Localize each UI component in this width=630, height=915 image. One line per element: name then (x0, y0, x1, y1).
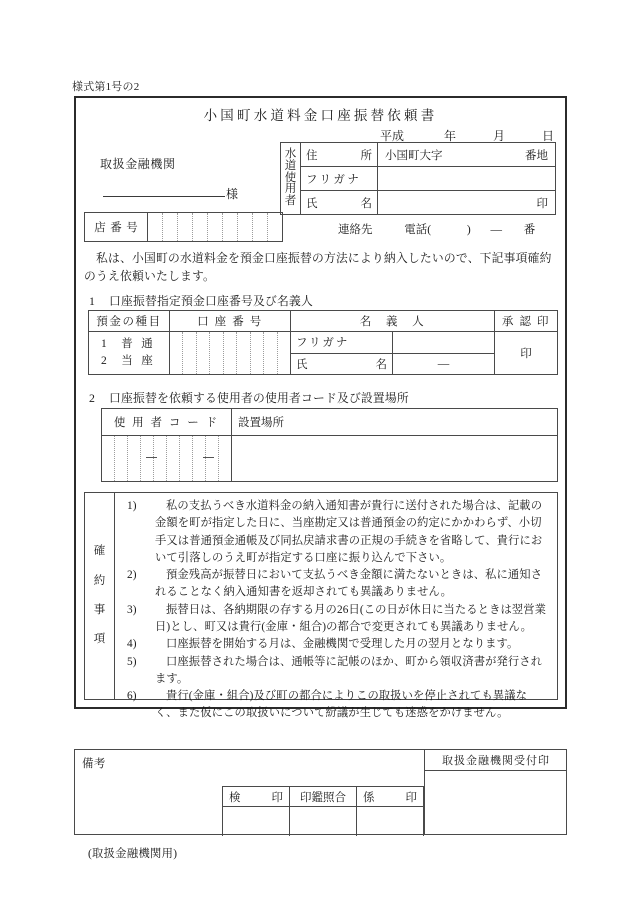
name-label (301, 191, 378, 215)
user-code-header: 使 用 者 コ ー ド (102, 409, 232, 436)
conf-vlabel-char-2: 約 (93, 574, 106, 587)
vlabel-char-3: 使 (284, 171, 297, 184)
user-code-dash-2 (203, 457, 214, 458)
honorific-label: 様 (226, 187, 239, 201)
account-number-input[interactable] (170, 332, 291, 375)
confirmation-item-text: 口座振替を開始する月は、金融機関で受理した月の翌月となります。 (166, 638, 519, 651)
confirmation-item (127, 602, 547, 637)
confirmation-item-marker: 4) (127, 638, 137, 651)
kind-2-char-2: 座 (141, 355, 153, 367)
stamp-header-kenin (223, 787, 290, 807)
confirmation-item-marker: 1) (127, 500, 137, 512)
holder-name-input[interactable]: — (393, 353, 495, 375)
name-label-right: 名 (360, 197, 372, 210)
confirmation-item (127, 654, 547, 689)
section-2-number: 2 (89, 391, 96, 405)
stamp-cell-inkan[interactable] (290, 807, 357, 837)
confirmation-item-text: 貴行(金庫・組合)及び町の都合によりこの取扱いを停止されても異議なく、また仮にこの取扱いについて紛議が生じても迷惑をかけません。 (155, 690, 528, 720)
holder-header: 名 義 人 (291, 311, 495, 332)
phone-dash: — (490, 224, 502, 236)
water-user-table (280, 142, 556, 215)
furigana-input[interactable] (378, 167, 556, 191)
deposit-kind-options[interactable] (89, 332, 170, 375)
install-place-header: 設置場所 (232, 409, 558, 436)
handling-institution-input-rule[interactable] (103, 196, 225, 197)
day-label: 日 (542, 129, 555, 143)
confirmation-item-marker: 5) (127, 655, 137, 668)
name-input[interactable] (378, 191, 556, 215)
conf-vlabel-char-4: 項 (93, 633, 106, 646)
approval-seal-cell[interactable]: 印 (495, 332, 558, 375)
contact-line (338, 221, 535, 237)
phone-open-paren: 電話( (404, 224, 432, 236)
approval-seal-header: 承 認 印 (495, 311, 558, 332)
stamp-cell-kakari[interactable] (357, 807, 424, 837)
month-label: 月 (493, 129, 506, 143)
section-1-number: 1 (89, 294, 96, 308)
confirmation-item-text: 口座振替された場合は、通帳等に記帳のほか、町から領収済書が発行されます。 (155, 655, 543, 685)
address-prefix: 小国町大字 (385, 149, 443, 162)
stamp-header-kakari (357, 787, 424, 807)
user-code-table (101, 408, 558, 482)
shop-label-char-1: 店 (94, 222, 106, 234)
stamp-cell-kenin[interactable] (223, 807, 290, 837)
address-input[interactable] (378, 143, 556, 167)
user-code-dash-1 (146, 457, 157, 458)
section-2-heading (89, 389, 409, 406)
confirmation-item-text: 私の支払うべき水道料金の納入通知書が貴行に送付された場合は、記載の金額を町が指定した日に、当座勘定又は普通預金の約定にかかわらず、小切手又は普通預金通帳及び同払戻請求書の正規の手続きを省略して、貴行において引落しのうえ町が指定する口座に振り込んで下さい。 (155, 500, 543, 564)
confirmation-item-text: 預金残高が振替日において支払うべき金額に満たないときは、私に通知されることなく納入通知書を返却されても異議ありません。 (155, 569, 543, 599)
account-table (88, 310, 558, 375)
account-number-header: 口 座 番 号 (170, 311, 291, 332)
remarks-label: 備考 (82, 758, 106, 770)
water-user-vertical-label (281, 143, 301, 215)
confirmation-item (127, 688, 547, 723)
stamp-header-inkan: 印鑑照合 (290, 787, 357, 807)
confirmation-item (127, 567, 547, 602)
shop-label-char-3: 号 (126, 222, 138, 234)
confirmation-item-marker: 2) (127, 569, 137, 582)
confirmation-item-marker: 3) (127, 603, 137, 616)
form-number-label: 様式第1号の2 (72, 81, 140, 93)
receipt-seal-box[interactable] (424, 749, 567, 835)
page-title: 小国町水道料金口座振替依頼書 (203, 108, 438, 123)
conf-vlabel-char-3: 事 (93, 604, 106, 616)
kind-1-char-2: 通 (141, 338, 153, 351)
holder-furigana-label (291, 332, 393, 354)
address-suffix: 番地 (525, 149, 548, 162)
confirmation-vertical-label (85, 493, 115, 699)
confirmation-box (84, 492, 558, 720)
conf-vlabel-char-1: 確 (93, 545, 106, 558)
vlabel-char-5: 者 (284, 195, 297, 208)
stamp-table (222, 786, 424, 836)
kind-1-char-1: 普 (121, 338, 133, 351)
user-code-input[interactable] (102, 436, 232, 482)
phone-suffix: 番 (523, 224, 536, 236)
section-1-heading (89, 292, 313, 309)
intro-paragraph: 私は、小国町の水道料金を預金口座振替の方法により納入したいので、下記事項確約のうえ依頼いたします。 (84, 251, 552, 284)
confirmation-item (127, 498, 547, 567)
year-label: 年 (444, 129, 457, 143)
holder-furigana-input[interactable] (393, 332, 495, 354)
confirmation-items (115, 493, 557, 720)
deposit-kind-option-futsu[interactable] (89, 336, 169, 353)
shop-number-label (85, 213, 148, 241)
kenin-left: 検 (229, 791, 241, 804)
holder-furigana-text: フリガナ (296, 337, 350, 350)
footnote-label: (取扱金融機関用) (88, 848, 178, 860)
address-label-left: 住 (306, 149, 318, 162)
kind-2-char-1: 当 (121, 355, 133, 367)
deposit-kind-option-touza[interactable] (89, 353, 169, 370)
confirmation-item (127, 636, 547, 653)
shop-label-char-2: 番 (110, 222, 122, 234)
contact-label: 連絡先 (338, 224, 373, 236)
furigana-label: フリガナ (301, 167, 378, 191)
vlabel-char-2: 道 (284, 159, 297, 172)
holder-name-label (291, 353, 393, 375)
section-1-title: 口座振替指定預金口座番号及び名義人 (109, 294, 313, 308)
shop-number-cells[interactable] (148, 213, 282, 241)
handling-institution-label: 取扱金融機関 (100, 157, 176, 171)
phone-close-paren: ) (466, 224, 471, 236)
section-2-title: 口座振替を依頼する使用者の使用者コード及び設置場所 (109, 391, 409, 405)
kakari-left: 係 (363, 791, 375, 804)
holder-name-label-right: 名 (375, 358, 387, 371)
name-seal-label: 印 (536, 197, 548, 210)
receipt-seal-label: 取扱金融機関受付印 (425, 749, 567, 771)
vlabel-char-4: 用 (284, 183, 297, 196)
kind-2-number: 2 (101, 355, 107, 367)
shop-number-field[interactable] (84, 212, 283, 242)
era-label: 平成 (380, 129, 405, 143)
deposit-kind-header: 預金の種目 (89, 311, 170, 332)
kenin-right: 印 (271, 791, 283, 804)
kakari-right: 印 (405, 791, 417, 804)
holder-name-label-left: 氏 (296, 358, 308, 371)
address-label-right: 所 (360, 149, 372, 162)
vlabel-char-1: 水 (284, 148, 297, 161)
address-label (301, 143, 378, 167)
kind-1-number: 1 (101, 338, 107, 351)
confirmation-item-marker: 6) (127, 690, 137, 703)
name-label-left: 氏 (306, 197, 318, 210)
confirmation-item-text: 振替日は、各納期限の存する月の26日(この日が休日に当たるときは翌営業日)とし、町又は貴行(金庫・組合)の都合で変更されても異議ありません。 (155, 603, 547, 633)
install-place-input[interactable] (232, 436, 558, 482)
